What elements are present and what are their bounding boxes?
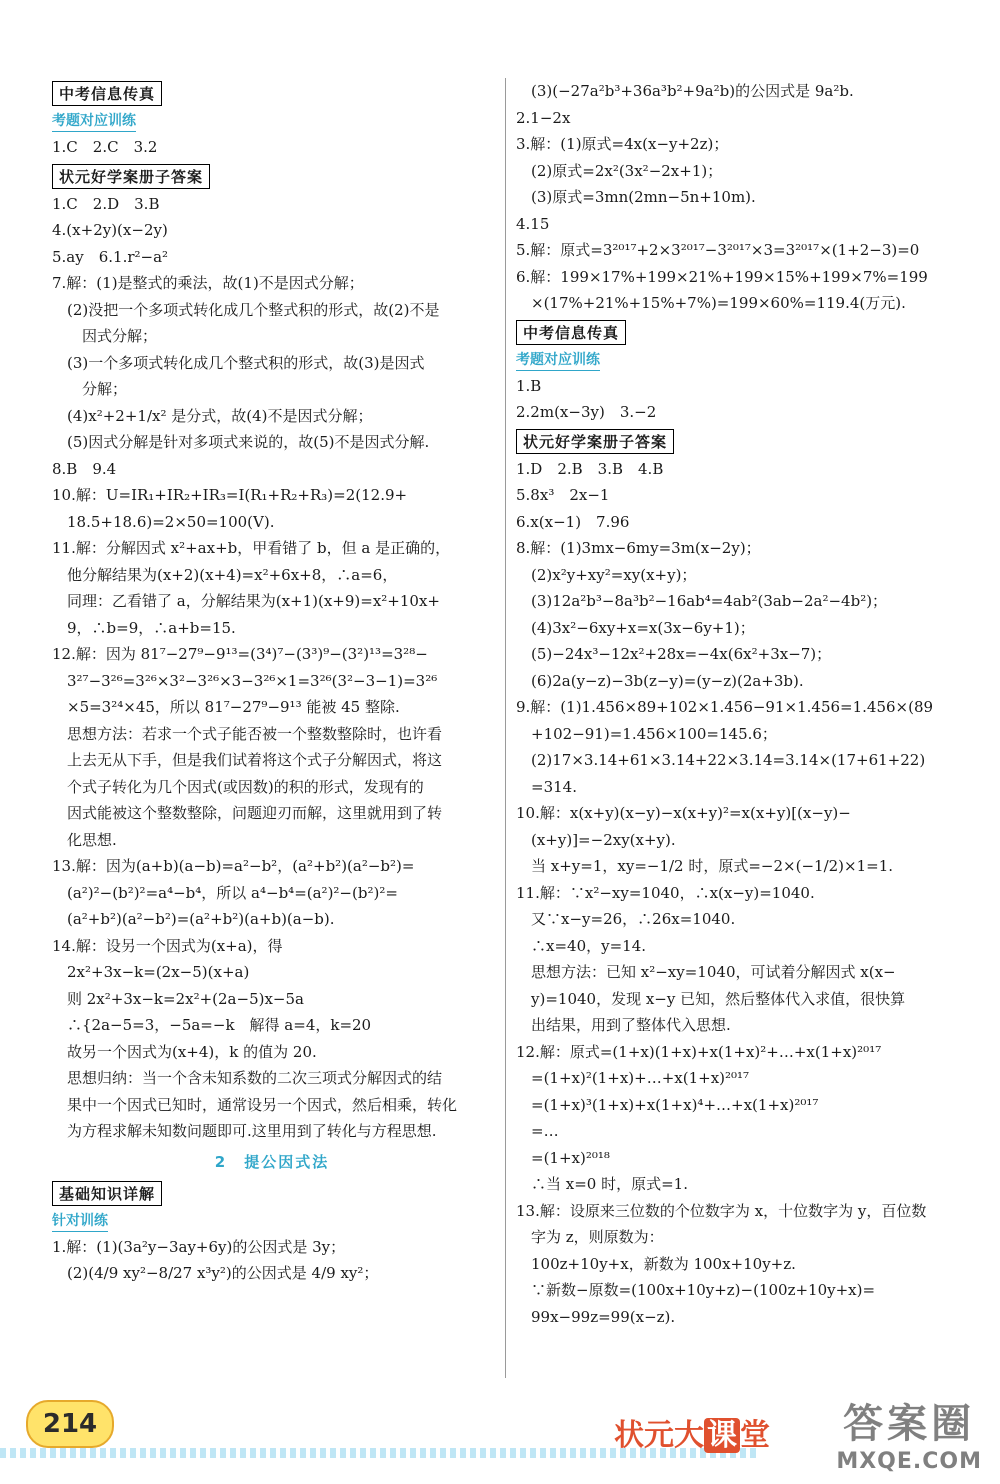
answer-line-text: (5)−24x³−12x²+28x=−4x(6x²+3x−7)； [516,645,832,663]
answer-line [52,1118,492,1145]
watermark-en: MXQE.COM [836,1449,982,1474]
column-divider [505,78,506,1378]
answer-line [516,158,956,185]
answer-line [516,1145,956,1172]
answer-line-text: 5.8x³ 2x−1 [516,486,610,504]
answer-line-text: =(1+x)²(1+x)+…+x(1+x)²⁰¹⁷ [516,1069,750,1087]
answer-line-text: 又∵x−y=26，∴26x=1040. [516,910,736,928]
answer-line-text: 思想归纳：当一个含未知系数的二次三项式分解因式的结 [52,1069,443,1087]
answer-line [52,588,492,615]
answer-line [52,1065,492,1092]
answer-line [52,959,492,986]
answer-line [52,615,492,642]
answer-line-text: 思想方法：已知 x²−xy=1040，可试着分解因式 x(x− [516,963,896,981]
answer-line-text: 100z+10y+x，新数为 100x+10y+z. [516,1254,796,1273]
answer-line [52,694,492,721]
answer-line-text: 13.解：设原来三位数的个位数字为 x，十位数字为 y，百位数 [516,1201,927,1220]
right-column [516,78,956,1330]
section-header [516,426,956,456]
answer-line-text: 1.解：(1)(3a²y−3ay+6y)的公因式是 3y； [52,1237,346,1256]
answer-line [516,1092,956,1119]
answer-line [52,350,492,377]
answer-line-text: =(1+x)²⁰¹⁸ [516,1148,610,1167]
answer-line [516,1171,956,1198]
section-header [516,317,956,347]
answer-line [516,641,956,668]
answer-line-text: (3)原式=3mn(2mn−5n+10m). [516,188,756,206]
answer-line [516,211,956,238]
answer-line [52,134,492,161]
answer-line-text: 他分解结果为(x+2)(x+4)=x²+6x+8，∴a=6， [52,565,398,584]
answer-line [52,403,492,430]
answer-line [52,244,492,271]
answer-line [52,853,492,880]
answer-line [52,800,492,827]
answer-line-text: 1.B [516,376,542,395]
answer-line [516,373,956,400]
answer-line [516,1012,956,1039]
answer-line [516,535,956,562]
answer-line-text: =(1+x)³(1+x)+x(1+x)⁴+…+x(1+x)²⁰¹⁷ [516,1095,819,1114]
answer-line-text: (3)12a²b³−8a³b²−16ab⁴=4ab²(3ab−2a²−4b²)； [516,592,888,610]
answer-line-text: 2x²+3x−k=(2x−5)(x+a) [52,963,250,981]
answer-line [516,800,956,827]
answer-line-text: 9，∴b=9，∴a+b=15. [52,618,236,637]
answer-line [516,1039,956,1066]
answer-line [516,588,956,615]
answer-line-text: 8.解：(1)3mx−6my=3m(x−2y)； [516,539,761,557]
answer-line [516,906,956,933]
answer-line-text: (6)2a(y−z)−3b(z−y)=(y−z)(2a+3b). [516,671,804,690]
answer-line-text: 思想方法：若求一个式子能否被一个整数整除时，也许看 [52,724,443,743]
answer-line [52,668,492,695]
answer-line-text: 则 2x²+3x−k=2x²+(2a−5)x−5a [52,989,304,1008]
chapter-title-text: 2 提公因式法 [214,1152,330,1171]
answer-line [52,1260,492,1287]
answer-line [516,1224,956,1251]
answer-line [52,1012,492,1039]
answer-line-text: (3)一个多项式转化成几个整式积的形式，故(3)是因式 [52,353,425,372]
answer-line [516,237,956,264]
answer-line-text: ∵新数−原数=(100x+10y+z)−(100z+10y+x)= [516,1281,876,1299]
logo-text: 状元大 [614,1418,704,1453]
answer-line-text: +102−91)=1.456×100=145.6； [516,724,777,743]
answer-line-text: (2)(4/9 xy²−8/27 x³y²)的公因式是 4/9 xy²； [52,1264,379,1282]
sub-heading-label: 针对训练 [52,1210,108,1232]
answer-line [516,264,956,291]
answer-line [516,986,956,1013]
answer-line-text: 2.1−2x [516,108,571,127]
answer-line [516,721,956,748]
answer-line [516,509,956,536]
answer-line [52,1092,492,1119]
answer-line-text: 因式能被这个整数整除，问题迎刃而解，这里就用到了转 [52,804,443,822]
answer-line-text: 13.解：因为(a+b)(a−b)=a²−b²，(a²+b²)(a²−b²)= [52,857,415,875]
answer-line-text: =314. [516,777,577,796]
answer-line [52,747,492,774]
answer-line-text: 因式分解； [52,327,158,345]
answer-line [516,562,956,589]
answer-line [52,456,492,483]
answer-line [516,853,956,880]
answer-line [516,694,956,721]
answer-line [516,880,956,907]
answer-line [52,376,492,403]
answer-line-text: 6.x(x−1) 7.96 [516,512,630,531]
answer-line-text: 12.解：因为 81⁷−27⁹−9¹³=(3⁴)⁷−(3³)⁹−(3²)¹³=3²⁸− [52,645,428,663]
answer-line-text: =… [516,1122,559,1140]
answer-line-text: 1.C 2.C 3.2 [52,138,158,156]
answer-line-text: ∴{2a−5=3，−5a=−k 解得 a=4，k=20 [52,1016,372,1034]
answer-line-text: 分解； [52,380,128,398]
answer-line-text: 同理：乙看错了 a，分解结果为(x+1)(x+9)=x²+10x+ [52,592,440,610]
answer-line-text: 8.B 9.4 [52,459,117,478]
answer-line [52,429,492,456]
answer-line [516,827,956,854]
answer-line [516,933,956,960]
answer-line-text: (2)原式=2x²(3x²−2x+1)； [516,161,723,180]
answer-line [516,1118,956,1145]
answer-line-text: 1.D 2.B 3.B 4.B [516,459,664,478]
answer-line-text: 9.解：(1)1.456×89+102×1.456−91×1.456=1.456×(89 [516,698,934,716]
answer-line-text: 为方程求解未知数问题即可.这里用到了转化与方程思想. [52,1122,437,1140]
answer-line [516,184,956,211]
answer-line [516,399,956,426]
answer-line-text: ∴x=40，y=14. [516,936,647,955]
answer-line [52,535,492,562]
section-header-label: 状元好学案册子答案 [52,164,210,189]
answer-line [516,1277,956,1304]
answer-line-text: 11.解：分解因式 x²+ax+b，甲看错了 b，但 a 是正确的， [52,539,451,557]
answer-line-text: ×(17%+21%+15%+7%)=199×60%=119.4(万元). [516,294,906,312]
answer-line-text: (2)没把一个多项式转化成几个整式积的形式，故(2)不是 [52,300,440,319]
answer-line [516,959,956,986]
section-header-label: 中考信息传真 [52,81,162,106]
answer-line [52,270,492,297]
answer-line [52,721,492,748]
answer-line [52,774,492,801]
section-header-label: 中考信息传真 [516,320,626,345]
answer-line-text: (3)(−27a²b³+36a³b²+9a²b)的公因式是 9a²b. [516,82,854,100]
answer-line [516,290,956,317]
answer-line-text: 字为 z，则原数为： [516,1228,664,1246]
answer-line-text: 14.解：设另一个因式为(x+a)，得 [52,936,283,955]
answer-line [516,105,956,132]
answer-line-text: 3.解：(1)原式=4x(x−y+2z)； [516,135,729,153]
answer-line [516,1304,956,1331]
answer-line [52,933,492,960]
answer-line-text: 6.解：199×17%+199×21%+199×15%+199×7%=199 [516,267,928,286]
answer-line-text: (2)17×3.14+61×3.14+22×3.14=3.14×(17+61+22) [516,751,926,769]
sub-heading [52,108,492,134]
publisher-logo [614,1410,770,1454]
footer [0,1394,1000,1484]
answer-line-text: (5)因式分解是针对多项式来说的，故(5)不是因式分解. [52,433,430,451]
answer-line-text: 1.C 2.D 3.B [52,194,160,213]
section-header-label: 基础知识详解 [52,1181,162,1206]
sub-heading-label: 考题对应训练 [52,110,136,132]
answer-line-text: 4.15 [516,214,550,233]
answer-line [52,509,492,536]
answer-line-text: ×5=3²⁴×45，所以 81⁷−27⁹−9¹³ 能被 45 整除. [52,698,400,716]
answer-line-text: 12.解：原式=(1+x)(1+x)+x(1+x)²+…+x(1+x)²⁰¹⁷ [516,1042,882,1061]
section-header [52,78,492,108]
answer-line [516,1251,956,1278]
answer-line-text: 出结果，用到了整体代入思想. [516,1016,731,1034]
answer-line-text: 18.5+18.6)=2×50=100(V). [52,512,275,531]
answer-line-text: 2.2m(x−3y) 3.−2 [516,403,657,421]
answer-line [52,986,492,1013]
answer-line-text: y)=1040，发现 x−y 已知，然后整体代入求值，很快算 [516,989,906,1008]
answer-line [52,482,492,509]
answer-line-text: 7.解：(1)是整式的乘法，故(1)不是因式分解； [52,274,364,292]
answer-line-text: (x+y)]=−2xy(x+y). [516,830,676,849]
answer-line-text: 5.解：原式=3²⁰¹⁷+2×3²⁰¹⁷−3²⁰¹⁷×3=3²⁰¹⁷×(1+2−3)=0 [516,241,920,259]
answer-line [516,774,956,801]
answer-line [516,668,956,695]
answer-line-text: 3²⁷−3²⁶=3²⁶×3²−3²⁶×3−3²⁶×1=3²⁶(3²−3−1)=3²⁶ [52,671,438,690]
sub-heading-label: 考题对应训练 [516,349,600,371]
answer-line [52,827,492,854]
answer-line [52,906,492,933]
answer-line [52,641,492,668]
answer-line-text: (a²+b²)(a²−b²)=(a²+b²)(a+b)(a−b). [52,910,335,928]
answer-line [516,1198,956,1225]
chapter-title [52,1151,492,1172]
answer-line-text: (4)3x²−6xy+x=x(3x−6y+1)； [516,618,755,637]
answer-line-text: (4)x²+2+1/x² 是分式，故(4)不是因式分解； [52,406,373,425]
answer-line-text: 11.解：∵x²−xy=1040，∴x(x−y)=1040. [516,883,815,902]
answer-line-text: 化思想. [52,830,117,849]
logo-tail: 堂 [740,1418,770,1453]
section-header [52,1178,492,1208]
answer-line-text: 4.(x+2y)(x−2y) [52,221,168,239]
watermark-cn: 答案圈 [843,1401,976,1447]
answer-line-text: 故另一个因式为(x+4)，k 的值为 20. [52,1042,317,1061]
sub-heading [52,1208,492,1234]
answer-line-text: 99x−99z=99(x−z). [516,1307,676,1326]
answer-line [516,456,956,483]
answer-line [52,562,492,589]
answer-line [52,880,492,907]
answer-line [52,1234,492,1261]
answer-line [52,191,492,218]
section-header [52,161,492,191]
answer-line-text: 上去无从下手，但是我们试着将这个式子分解因式，将这 [52,751,443,769]
answer-line-text: 10.解：U=IR₁+IR₂+IR₃=I(R₁+R₂+R₃)=2(12.9+ [52,486,408,504]
answer-line [52,297,492,324]
answer-line-text: ∴当 x=0 时，原式=1. [516,1175,688,1193]
answer-line-text: 果中一个因式已知时，通常设另一个因式，然后相乘，转化 [52,1095,458,1114]
answer-line [52,217,492,244]
answer-line-text: 个式子转化为几个因式(或因数)的积的形式，发现有的 [52,777,424,796]
page-number: 214 [26,1400,114,1448]
sub-heading [516,347,956,373]
answer-line [52,323,492,350]
left-column [52,78,492,1287]
answer-line-text: (a²)²−(b²)²=a⁴−b⁴，所以 a⁴−b⁴=(a²)²−(b²)²= [52,883,398,902]
answer-line-text: 当 x+y=1，xy=−1/2 时，原式=−2×(−1/2)×1=1. [516,857,894,875]
watermark [836,1392,982,1474]
section-header-label: 状元好学案册子答案 [516,429,674,454]
answer-line [516,747,956,774]
answer-line [516,482,956,509]
answer-line [52,1039,492,1066]
answer-line [516,1065,956,1092]
logo-box: 课 [704,1418,740,1453]
answer-line [516,131,956,158]
answer-line [516,78,956,105]
answer-line [516,615,956,642]
answer-line-text: (2)x²y+xy²=xy(x+y)； [516,565,697,584]
answer-line-text: 5.ay 6.1.r²−a² [52,247,169,266]
answer-line-text: 10.解：x(x+y)(x−y)−x(x+y)²=x(x+y)[(x−y)− [516,804,851,822]
